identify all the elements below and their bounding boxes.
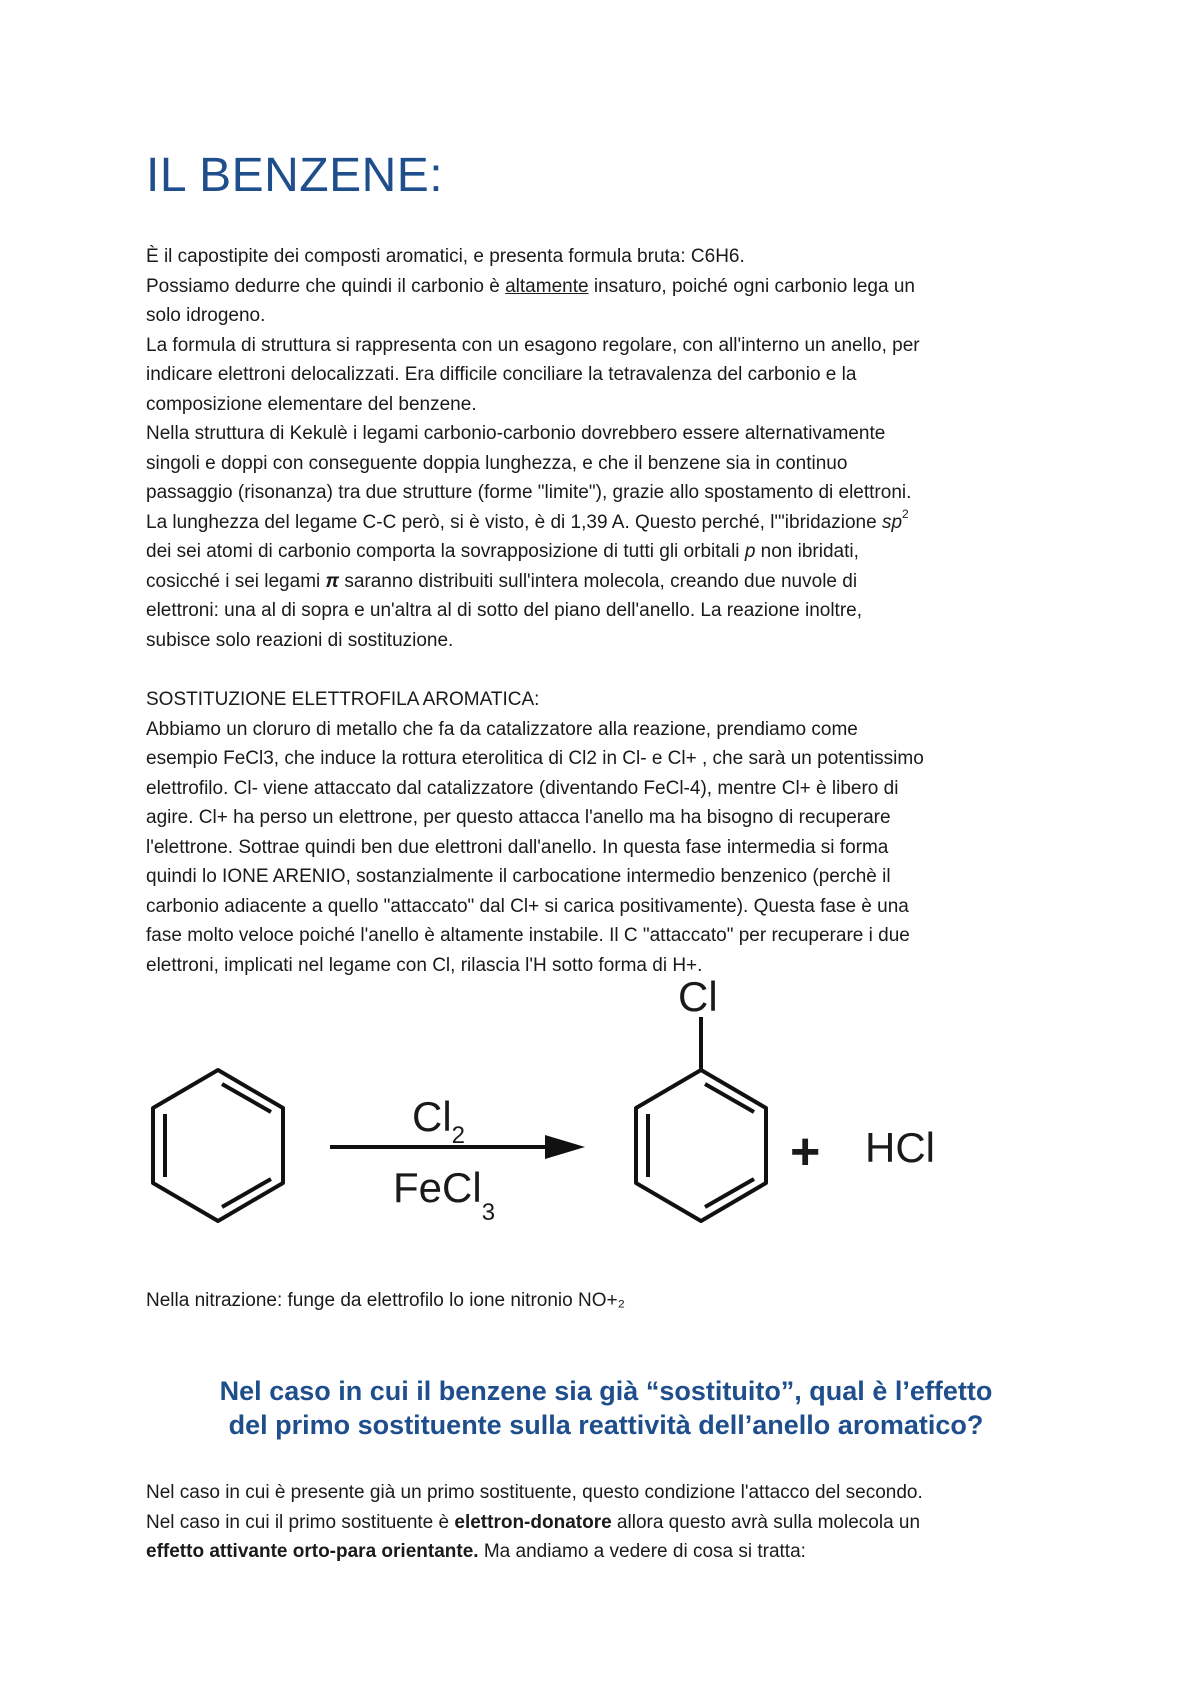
plus-sign: +: [790, 1123, 821, 1181]
text-span: allora questo avrà sulla molecola un: [611, 1511, 921, 1533]
page-title: IL BENZENE:: [146, 149, 444, 202]
intro-line: Nella struttura di Kekulè i legami carbonio-carbonio dovrebbero essere alternativamente: [146, 423, 886, 444]
text-span: Possiamo dedurre che quindi il carbonio è: [146, 275, 506, 297]
catalyst-label: FeCl$_3$: [393, 1164, 496, 1226]
text-span: insaturo, poiché ogni carbonio lega un: [588, 275, 915, 297]
bold-term: effetto attivante orto-para orientante.: [146, 1541, 479, 1562]
intro-line: subisce solo reazioni di sostituzione.: [146, 629, 454, 651]
section-line: elettrofilo. Cl- viene attaccato dal catalizzatore (diventando FeCl-4), mentre Cl+ è libero di: [146, 777, 899, 799]
text-span: Nel caso in cui il primo sostituente è: [146, 1511, 455, 1533]
closing-paragraph: [146, 1478, 923, 1567]
intro-line: singoli e doppi con conseguente doppia lunghezza, e che il benzene sia in continuo: [146, 452, 848, 474]
intro-paragraph: [146, 242, 920, 655]
heading-line: Nel caso in cui il benzene sia già “sostituito”, qual è l’effetto: [219, 1376, 993, 1406]
intro-line: indicare elettroni delocalizzati. Era difficile conciliare la tetravalenza del carbonio e la: [146, 364, 857, 385]
intro-line: solo idrogeno.: [146, 305, 266, 326]
text-span: dei sei atomi di carbonio comporta la sovrapposizione di tutti gli orbitali: [146, 541, 745, 562]
intro-line: composizione elementare del benzene.: [146, 393, 477, 415]
section-line: l'elettrone. Sottrae quindi ben due elettroni dall'anello. In questa fase intermedia si forma: [146, 836, 889, 858]
substitution-section: [146, 685, 924, 980]
text-span: saranno distribuiti sull'intera molecola, creando due nuvole di: [339, 570, 858, 592]
intro-line: [146, 272, 920, 302]
section-line: elettroni, implicati nel legame con Cl, rilascia l'H sotto forma di H+.: [146, 954, 703, 976]
pi-symbol: π: [325, 570, 340, 592]
intro-line: È il capostipite dei composti aromatici, e presenta formula bruta: C6H6.: [146, 246, 745, 267]
benzene-ring-icon: [153, 1070, 283, 1221]
text-span: non ibridati,: [755, 541, 859, 562]
section-line: Abbiamo un cloruro di metallo che fa da catalizzatore alla reazione, prendiamo come: [146, 718, 858, 740]
byproduct-label: HCl: [865, 1124, 935, 1171]
bold-term: elettron-donatore: [454, 1511, 612, 1533]
underlined-word: altamente: [505, 275, 589, 297]
closing-line: [146, 1537, 923, 1567]
text-span: La lunghezza del legame C-C però, si è visto, è di 1,39 A. Questo perché, l'"ibridazione: [146, 511, 882, 533]
nitration-line: Nella nitrazione: funge da elettrofilo lo ione nitronio NO+₂: [146, 1290, 625, 1311]
section-line: agire. Cl+ ha perso un elettrone, per questo attacca l'anello ma ha bisogno di recuperare: [146, 807, 891, 828]
intro-line: La formula di struttura si rappresenta con un esagono regolare, con all'interno un anello, per: [146, 334, 920, 356]
orbital-p: p: [744, 541, 756, 562]
intro-line: [146, 567, 920, 597]
intro-line: elettroni: una al di sopra e un'altra al di sotto del piano dell'anello. La reazione inoltre,: [146, 600, 862, 621]
text-span: cosicché i sei legami: [146, 570, 326, 592]
section-line: quindi lo IONE ARENIO, sostanzialmente il carbocatione intermedio benzenico (perchè il: [146, 866, 891, 887]
reagent-label: $Cl_2$: [412, 1093, 466, 1149]
section-line: carbonio adiacente a quello "attaccato" dal Cl+ si carica positivamente). Questa fase è una: [146, 895, 909, 917]
substituent-label: Cl: [678, 975, 718, 1020]
section-line: esempio FeCl3, che induce la rottura eterolitica di Cl2 in Cl- e Cl+ , che sarà un potentissimo: [146, 748, 924, 769]
intro-line: [146, 537, 920, 567]
closing-line: Nel caso in cui è presente già un primo sostituente, questo condizione l'attacco del secondo.: [146, 1482, 923, 1503]
closing-line: [146, 1508, 923, 1538]
intro-line: passaggio (risonanza) tra due strutture (forme "limite"), grazie allo spostamento di elettroni.: [146, 482, 912, 503]
reaction-scheme: [140, 975, 970, 1240]
section-line: fase molto veloce poiché l'anello è altamente instabile. Il C "attaccato" per recuperare i due: [146, 925, 910, 946]
intro-line: [146, 508, 920, 538]
superscript: 2: [902, 507, 909, 522]
section-heading: SOSTITUZIONE ELETTROFILA AROMATICA:: [146, 689, 540, 710]
text-span: Ma andiamo a vedere di cosa si tratta:: [478, 1541, 806, 1562]
heading-line: del primo sostituente sulla reattività dell’anello aromatico?: [228, 1410, 984, 1440]
section-question-heading: [146, 1374, 1066, 1442]
chlorobenzene-ring-icon: [636, 1017, 766, 1221]
hybrid-sp: sp: [881, 511, 903, 533]
